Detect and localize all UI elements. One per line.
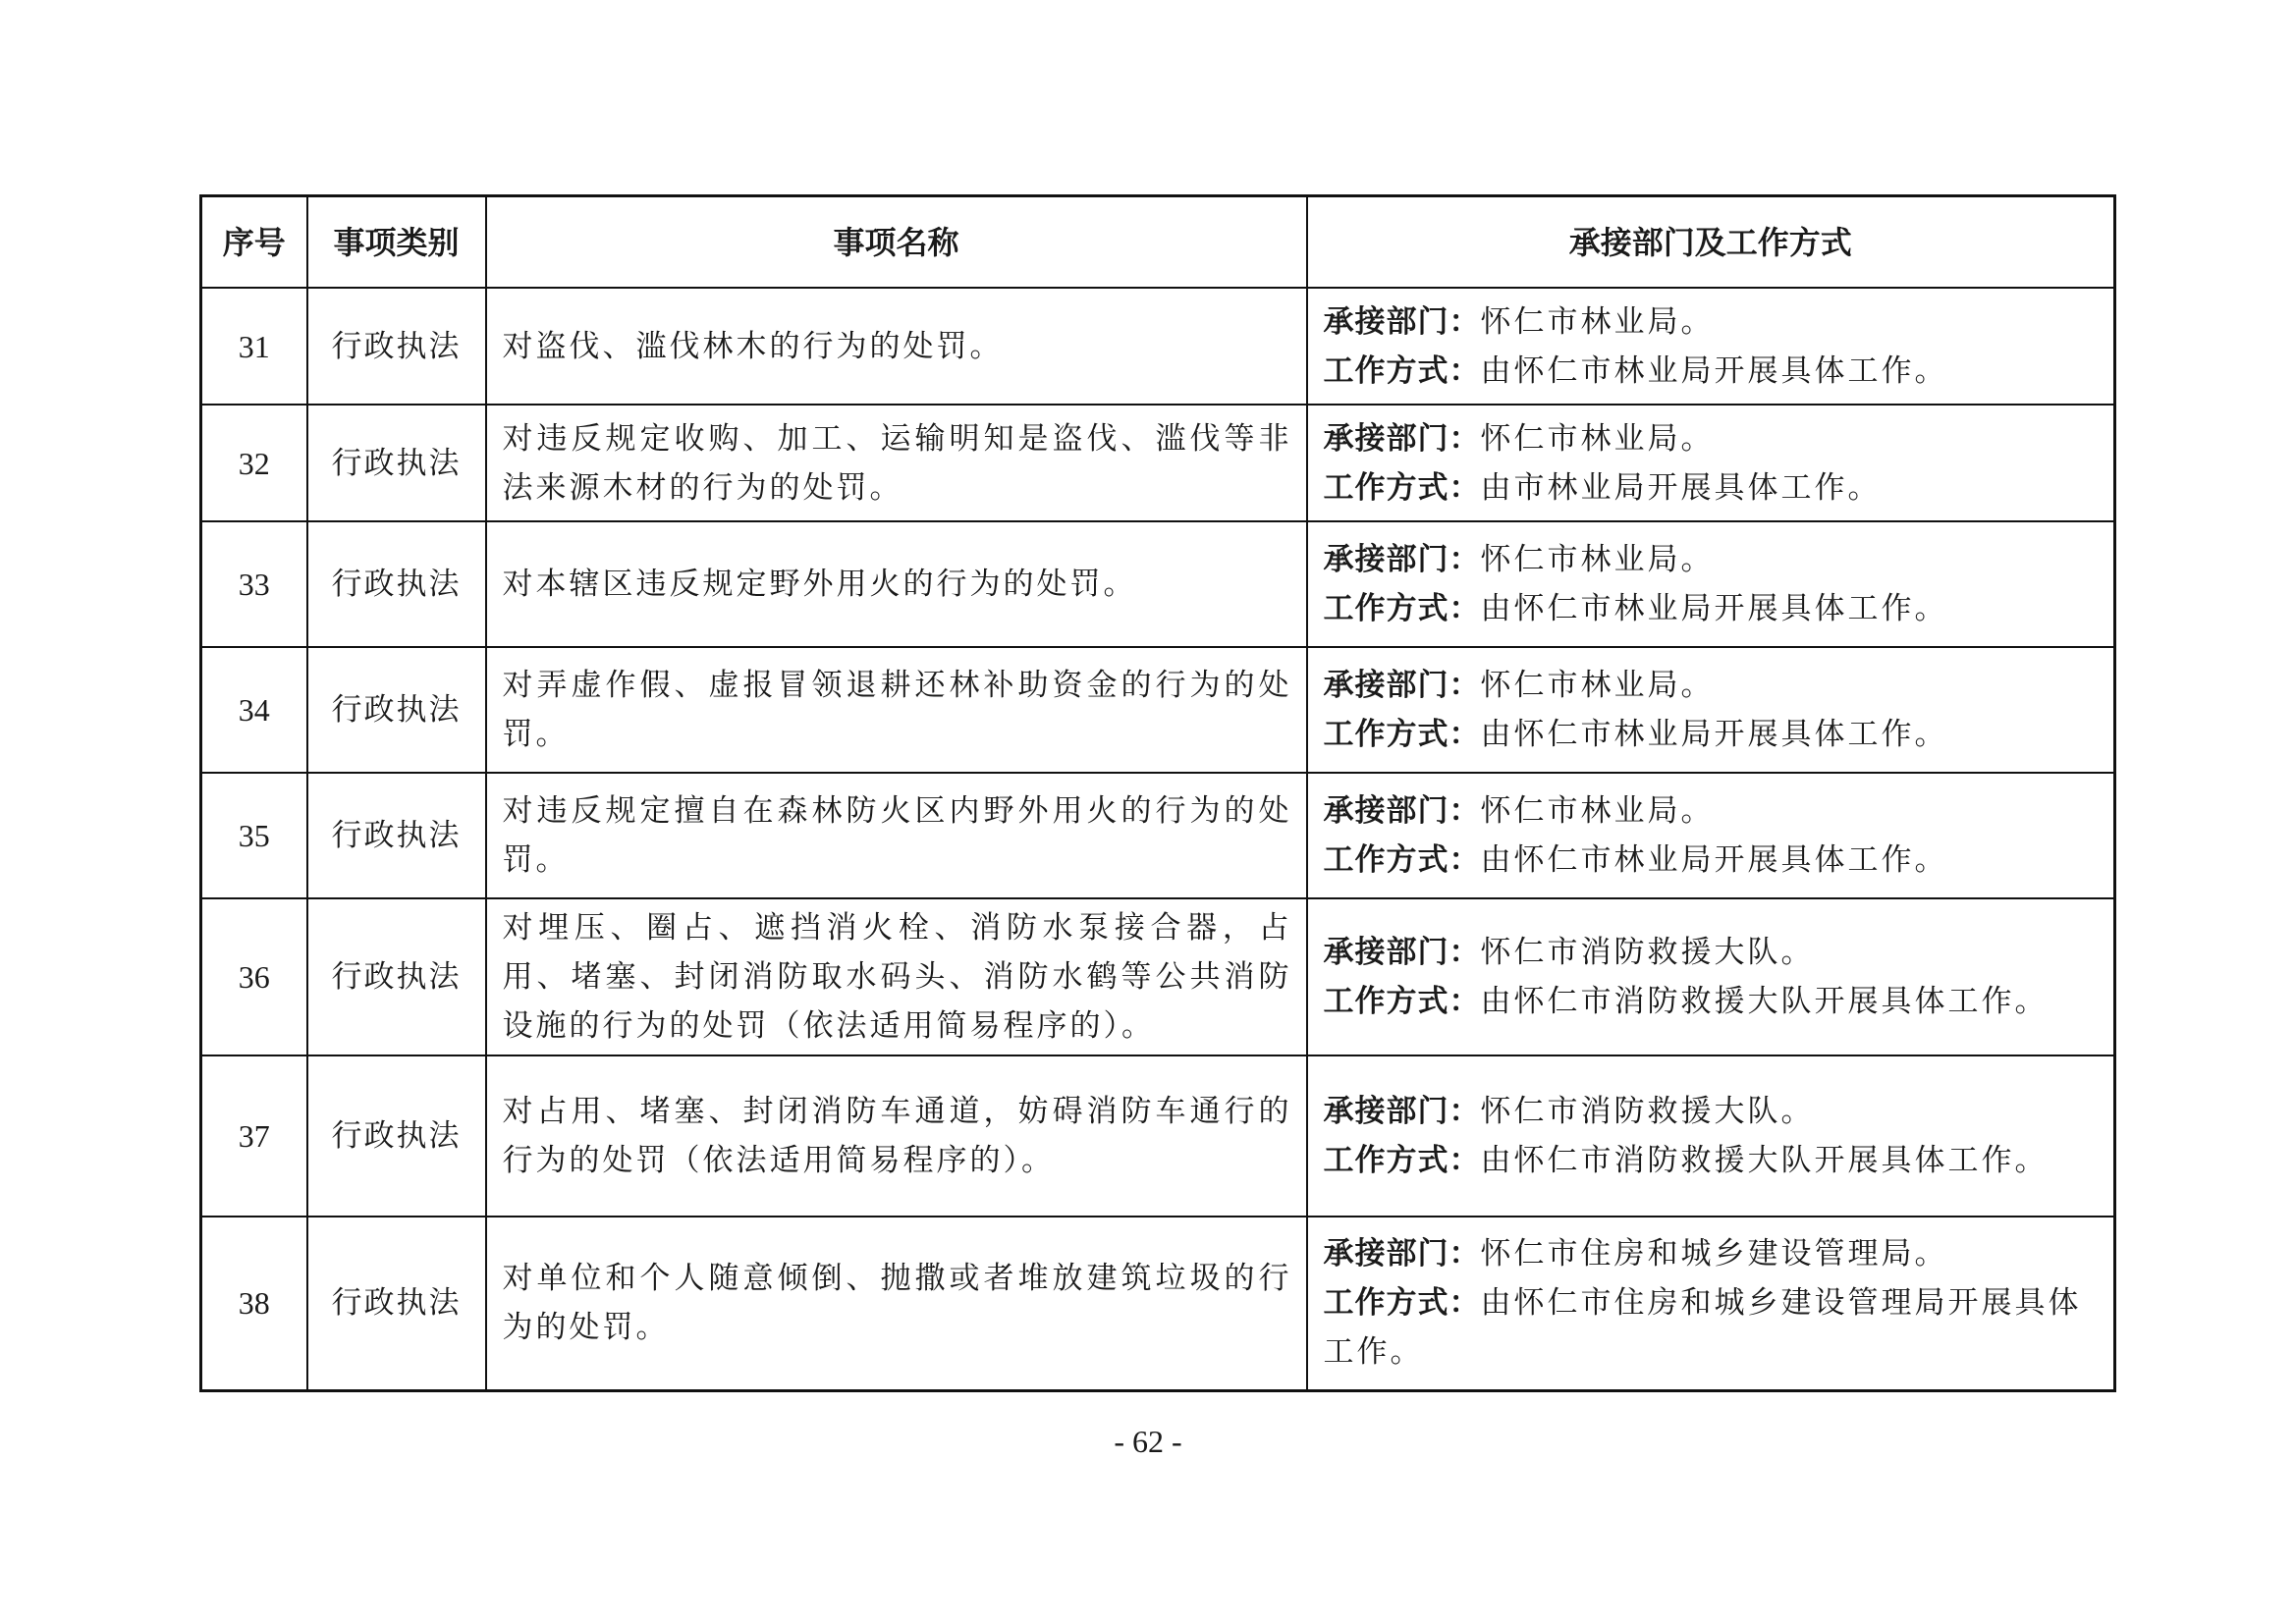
- table-row: [201, 288, 2115, 405]
- department-label: 承接部门：: [1323, 935, 1481, 970]
- method-value: 由怀仁市林业局开展具体工作。: [1480, 591, 1948, 626]
- serial-number: 35: [201, 773, 307, 898]
- method-value: 由怀仁市消防救援大队开展具体工作。: [1480, 984, 2049, 1019]
- department-label: 承接部门：: [1323, 542, 1481, 577]
- department-label: 承接部门：: [1323, 793, 1481, 829]
- method-value: 由市林业局开展具体工作。: [1480, 469, 1882, 506]
- method-label: 工作方式：: [1323, 984, 1481, 1019]
- header-department-method: 承接部门及工作方式: [1307, 196, 2115, 289]
- department-method: [1307, 521, 2115, 647]
- method-label: 工作方式：: [1323, 842, 1481, 878]
- method-value: 由怀仁市住房和城乡建设管理局开展具体工作。: [1323, 1285, 2082, 1371]
- table-row: [201, 1055, 2115, 1217]
- department-value: 怀仁市林业局。: [1480, 668, 1715, 703]
- header-matter-name: 事项名称: [486, 196, 1307, 289]
- serial-number: 38: [201, 1217, 307, 1390]
- category: 行政执法: [307, 288, 486, 405]
- category: 行政执法: [307, 898, 486, 1055]
- department-method: [1307, 288, 2115, 405]
- method-label: 工作方式：: [1323, 469, 1481, 506]
- department-value: 怀仁市林业局。: [1480, 420, 1715, 457]
- matter-name: 对弄虚作假、虚报冒领退耕还林补助资金的行为的处罚。: [486, 647, 1307, 773]
- department-method: [1307, 773, 2115, 898]
- department-method: [1307, 1055, 2115, 1217]
- department-label: 承接部门：: [1323, 420, 1481, 457]
- serial-number: 34: [201, 647, 307, 773]
- department-value: 怀仁市消防救援大队。: [1480, 1094, 1815, 1129]
- department-label: 承接部门：: [1323, 1236, 1481, 1272]
- category: 行政执法: [307, 1217, 486, 1390]
- method-value: 由怀仁市消防救援大队开展具体工作。: [1480, 1143, 2049, 1178]
- table-row: [201, 1217, 2115, 1390]
- method-label: 工作方式：: [1323, 352, 1481, 389]
- department-value: 怀仁市林业局。: [1480, 793, 1715, 829]
- table-row: [201, 898, 2115, 1055]
- matter-name: 对违反规定擅自在森林防火区内野外用火的行为的处罚。: [486, 773, 1307, 898]
- matters-table: [199, 194, 2116, 1392]
- page-number: - 62 -: [1114, 1424, 1182, 1459]
- category: 行政执法: [307, 647, 486, 773]
- serial-number: 32: [201, 405, 307, 521]
- table-row: [201, 647, 2115, 773]
- department-value: 怀仁市林业局。: [1480, 303, 1715, 340]
- matter-name: 对占用、堵塞、封闭消防车通道，妨碍消防车通行的行为的处罚（依法适用简易程序的）。: [486, 1055, 1307, 1217]
- table-row: [201, 521, 2115, 647]
- department-label: 承接部门：: [1323, 1094, 1481, 1129]
- matter-name: 对单位和个人随意倾倒、抛撒或者堆放建筑垃圾的行为的处罚。: [486, 1217, 1307, 1390]
- matter-name: 对违反规定收购、加工、运输明知是盗伐、滥伐等非法来源木材的行为的处罚。: [486, 405, 1307, 521]
- department-label: 承接部门：: [1323, 668, 1481, 703]
- table-row: [201, 405, 2115, 521]
- department-method: [1307, 647, 2115, 773]
- table-header-row: [201, 196, 2115, 289]
- department-value: 怀仁市住房和城乡建设管理局。: [1480, 1236, 1948, 1272]
- department-value: 怀仁市消防救援大队。: [1480, 935, 1815, 970]
- method-label: 工作方式：: [1323, 717, 1481, 752]
- category: 行政执法: [307, 521, 486, 647]
- department-method: [1307, 405, 2115, 521]
- department-method: [1307, 1217, 2115, 1390]
- matter-name: 对本辖区违反规定野外用火的行为的处罚。: [486, 521, 1307, 647]
- matter-name: 对盗伐、滥伐林木的行为的处罚。: [486, 288, 1307, 405]
- method-value: 由怀仁市林业局开展具体工作。: [1480, 717, 1948, 752]
- serial-number: 36: [201, 898, 307, 1055]
- method-label: 工作方式：: [1323, 1285, 1481, 1322]
- method-label: 工作方式：: [1323, 591, 1481, 626]
- serial-number: 37: [201, 1055, 307, 1217]
- department-value: 怀仁市林业局。: [1480, 542, 1715, 577]
- table-row: [201, 773, 2115, 898]
- category: 行政执法: [307, 1055, 486, 1217]
- header-serial-number: 序号: [201, 196, 307, 289]
- serial-number: 31: [201, 288, 307, 405]
- department-method: [1307, 898, 2115, 1055]
- serial-number: 33: [201, 521, 307, 647]
- method-value: 由怀仁市林业局开展具体工作。: [1480, 842, 1948, 878]
- matter-name: 对埋压、圈占、遮挡消火栓、消防水泵接合器，占用、堵塞、封闭消防取水码头、消防水鹤等公共消防设施的行为的处罚（依法适用简易程序的）。: [486, 898, 1307, 1055]
- category: 行政执法: [307, 773, 486, 898]
- matters-table-container: [199, 194, 2113, 1392]
- category: 行政执法: [307, 405, 486, 521]
- department-label: 承接部门：: [1323, 303, 1481, 340]
- method-value: 由怀仁市林业局开展具体工作。: [1480, 352, 1948, 389]
- header-category: 事项类别: [307, 196, 486, 289]
- method-label: 工作方式：: [1323, 1143, 1481, 1178]
